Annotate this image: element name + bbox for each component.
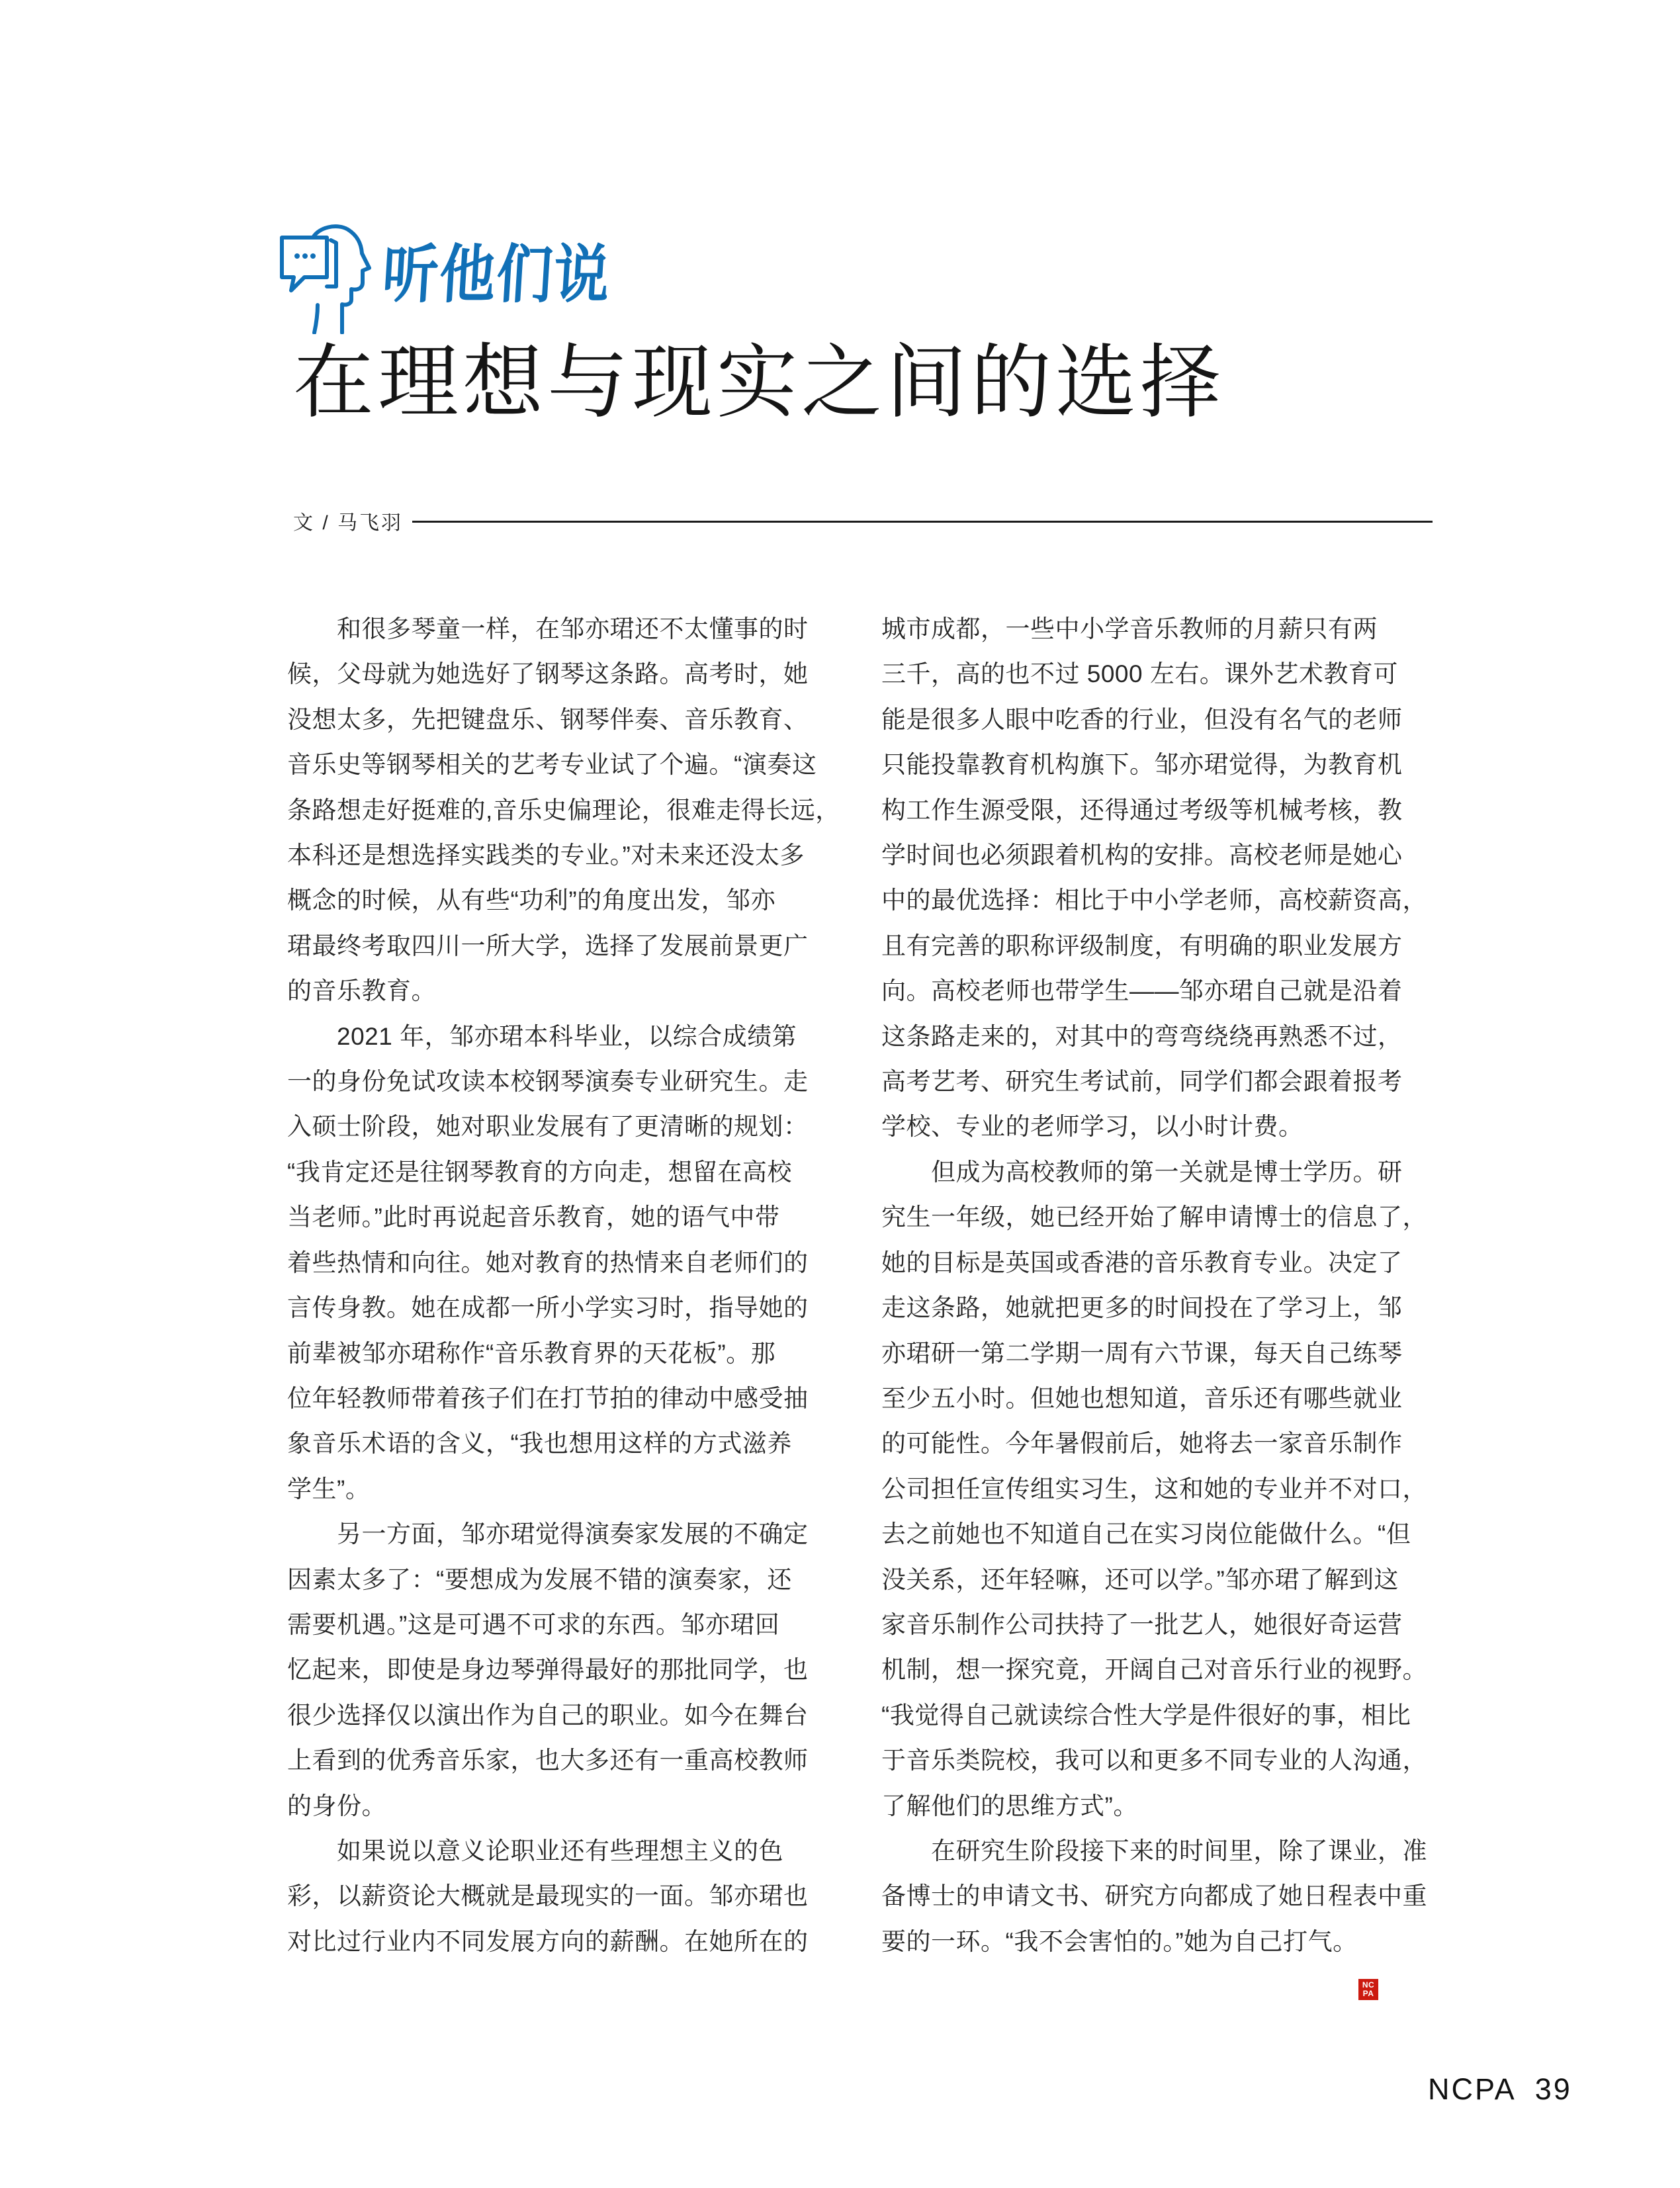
text-line: 没想太多，先把键盘乐、钢琴伴奏、音乐教育、 <box>287 705 809 733</box>
text-line: 2021 年，邹亦珺本科毕业，以综合成绩第 <box>287 1022 797 1050</box>
text-line: “我肯定还是往钢琴教育的方向走，想留在高校 <box>287 1158 792 1186</box>
byline-text: 文 / 马飞羽 <box>293 512 404 534</box>
text-line: 当老师。”此时再说起音乐教育，她的语气中带 <box>287 1203 780 1231</box>
text-line: 候，父母就为她选好了钢琴这条路。高考时，她 <box>287 660 809 688</box>
text-line: 去之前她也不知道自己在实习岗位能做什么。“但 <box>881 1520 1411 1548</box>
ncpa-seal <box>1358 1979 1378 2000</box>
text-line: 能是很多人眼中吃香的行业，但没有名气的老师 <box>881 705 1403 733</box>
footer-page-number: 39 <box>1534 2072 1572 2106</box>
text-line: 入硕士阶段，她对职业发展有了更清晰的规划： <box>287 1113 809 1141</box>
text-line: 于音乐类院校，我可以和更多不同专业的人沟通， <box>881 1747 1427 1774</box>
text-line: 这条路走来的，对其中的弯弯绕绕再熟悉不过， <box>881 1022 1403 1050</box>
byline-rule <box>412 521 1433 523</box>
text-line: 象音乐术语的含义，“我也想用这样的方式滋养 <box>287 1430 792 1458</box>
text-line: 位年轻教师带着孩子们在打节拍的律动中感受抽 <box>287 1384 809 1412</box>
text-line: 本科还是想选择实践类的专业。”对未来还没太多 <box>287 842 805 869</box>
text-line: 音乐史等钢琴相关的艺考专业试了个遍。“演奏这 <box>287 751 817 779</box>
text-line: 因素太多了：“要想成为发展不错的演奏家，还 <box>287 1565 792 1593</box>
text-line: 如果说以意义论职业还有些理想主义的色 <box>287 1837 783 1864</box>
text-line: 的可能性。今年暑假前后，她将去一家音乐制作 <box>881 1430 1403 1458</box>
byline <box>293 505 1433 537</box>
text-line: 学生”。 <box>287 1475 371 1503</box>
section-label: 听他们说 <box>380 240 613 310</box>
text-line: “我觉得自己就读综合性大学是件很好的事，相比 <box>881 1701 1411 1729</box>
text-line: 言传身教。她在成都一所小学实习时，指导她的 <box>287 1294 809 1322</box>
footer-magazine: NCPA <box>1428 2072 1517 2106</box>
text-line: 走这条路，她就把更多的时间投在了学习上，邹 <box>881 1294 1403 1322</box>
text-line: 珺最终考取四川一所大学，选择了发展前景更广 <box>287 932 809 959</box>
text-line: 机制，想一探究竟，开阔自己对音乐行业的视野。 <box>881 1656 1427 1684</box>
page-title: 在理想与现实之间的选择 <box>293 339 1225 428</box>
text-line: 另一方面，邹亦珺觉得演奏家发展的不确定 <box>287 1520 809 1548</box>
article-body <box>287 607 1433 1964</box>
text-line: 彩，以薪资论大概就是最现实的一面。邹亦珺也 <box>287 1882 809 1910</box>
text-line: 需要机遇。”这是可遇不可求的东西。邹亦珺回 <box>287 1610 780 1638</box>
text-line: 忆起来，即使是身边琴弹得最好的那批同学，也 <box>287 1656 809 1684</box>
text-line: 的身份。 <box>287 1792 386 1819</box>
text-line: 高考艺考、研究生考试前，同学们都会跟着报考 <box>881 1068 1403 1096</box>
text-line: 一的身份免试攻读本校钢琴演奏专业研究生。走 <box>287 1068 809 1096</box>
text-line: 至少五小时。但她也想知道，音乐还有哪些就业 <box>881 1384 1403 1412</box>
text-line: 亦珺研一第二学期一周有六节课，每天自己练琴 <box>881 1339 1403 1367</box>
text-line: 构工作生源受限，还得通过考级等机械考核，教 <box>881 796 1403 824</box>
text-line: 对比过行业内不同发展方向的薪酬。在她所在的 <box>287 1927 809 1955</box>
page-footer <box>1428 2072 1572 2107</box>
text-line: 中的最优选择：相比于中小学老师，高校薪资高， <box>881 887 1427 914</box>
text-line: 在研究生阶段接下来的时间里，除了课业，准 <box>881 1837 1427 1864</box>
text-line: 城市成都，一些中小学音乐教师的月薪只有两 <box>881 615 1378 642</box>
text-line: 但成为高校教师的第一关就是博士学历。研 <box>881 1158 1403 1186</box>
text-line: 学时间也必须跟着机构的安排。高校老师是她心 <box>881 842 1403 869</box>
text-line: 只能投靠教育机构旗下。邹亦珺觉得，为教育机 <box>881 751 1403 779</box>
text-line: 备博士的申请文书、研究方向都成了她日程表中重 <box>881 1882 1427 1910</box>
text-line: 着些热情和向往。她对教育的热情来自老师们的 <box>287 1248 809 1276</box>
text-line: 和很多琴童一样，在邹亦珺还不太懂事的时 <box>287 615 809 642</box>
ncpa-seal-line2: PA <box>1362 1989 1374 1998</box>
text-line: 究生一年级，她已经开始了解申请博士的信息了， <box>881 1203 1427 1231</box>
text-line: 前辈被邹亦珺称作“音乐教育界的天花板”。那 <box>287 1339 776 1367</box>
text-line: 三千，高的也不过 5000 左右。课外艺术教育可 <box>881 660 1398 688</box>
text-line: 家音乐制作公司扶持了一批艺人，她很好奇运营 <box>881 1610 1403 1638</box>
text-line: 她的目标是英国或香港的音乐教育专业。决定了 <box>881 1248 1403 1276</box>
text-line: 的音乐教育。 <box>287 977 436 1005</box>
text-line: 没关系，还年轻嘛，还可以学。”邹亦珺了解到这 <box>881 1565 1399 1593</box>
text-line: 条路想走好挺难的,音乐史偏理论，很难走得长远， <box>287 796 840 824</box>
left-column <box>287 607 840 1964</box>
ncpa-seal-line1: NC <box>1362 1980 1375 1990</box>
text-line: 很少选择仅以演出作为自己的职业。如今在舞台 <box>287 1701 809 1729</box>
text-line: 且有完善的职称评级制度，有明确的职业发展方 <box>881 932 1403 959</box>
text-line: 了解他们的思维方式”。 <box>881 1792 1138 1819</box>
text-line: 学校、专业的老师学习，以小时计费。 <box>881 1113 1304 1141</box>
right-column <box>881 607 1427 1964</box>
speaking-head-icon <box>278 222 377 334</box>
text-line: 概念的时候，从有些“功利”的角度出发，邹亦 <box>287 887 776 914</box>
text-line: 要的一环。“我不会害怕的。”她为自己打气。 <box>881 1927 1358 1955</box>
text-line: 向。高校老师也带学生——邹亦珺自己就是沿着 <box>881 977 1403 1005</box>
text-line: 公司担任宣传组实习生，这和她的专业并不对口， <box>881 1475 1427 1503</box>
text-line: 上看到的优秀音乐家，也大多还有一重高校教师 <box>287 1747 809 1774</box>
